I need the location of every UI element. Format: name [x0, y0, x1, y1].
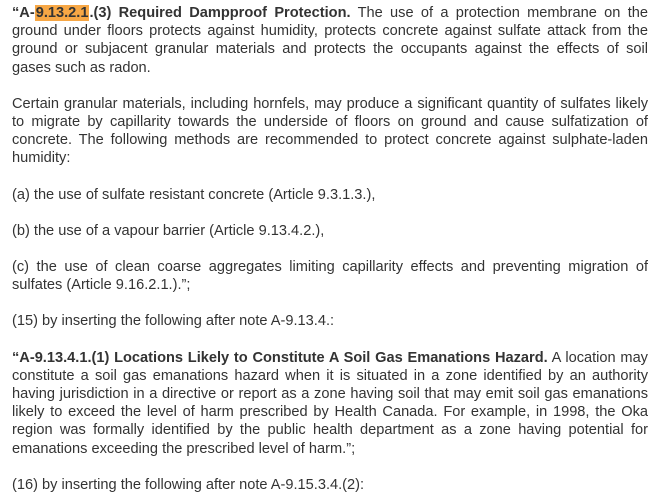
- paragraph-granular-materials: Certain granular materials, including hornfels, may produce a significant quantity of sulfates likely to migrate by capillarity towards the underside of floors on ground and cause sulfatization of concrete. The following methods are recommended to protect concrete against sulphate-laden humidity:: [12, 95, 648, 167]
- note-quote-prefix: “A-: [12, 5, 35, 21]
- note-body: The use of a protection membrane on the ground under floors protects against humidity, protects concrete against sulfate attack from the ground or subjacent granular materials and protects the occupants against the effects of soil gases such as radon.: [12, 5, 648, 76]
- paragraph-dampproof-protection: [12, 4, 648, 77]
- amendment-item-16: (16) by inserting the following after note A-9.15.3.4.(2):: [12, 476, 365, 493]
- note-heading-title: .(3) Required Dampproof Protection.: [89, 5, 351, 21]
- list-item-b: (b) the use of a vapour barrier (Article 9.13.4.2.),: [12, 222, 325, 239]
- note-body: A location may constitute a soil gas emanations hazard when it is situated in a zone identified by an authority having jurisdiction in a directive or report as a zone having soil that may emit soil gas emanations likely to exceed the level of harm prescribed by Health Canada. For example, in 1998, the Oka region was formally identified by the public health department as a zone having potential for emanations exceeding the prescribed level of harm.”;: [12, 349, 648, 457]
- paragraph-soil-gas-hazard: [12, 349, 648, 458]
- list-item-c: (c) the use of clean coarse aggregates limiting capillarity effects and preventing migration of sulfates (Article 9.16.2.1.).”;: [12, 259, 648, 294]
- amendment-item-15: (15) by inserting the following after note A-9.13.4.:: [12, 313, 335, 330]
- search-highlight: 9.13.2.1: [35, 5, 89, 21]
- note-heading: “A-9.13.4.1.(1) Locations Likely to Constitute A Soil Gas Emanations Hazard.: [12, 349, 548, 366]
- list-item-a: (a) the use of sulfate resistant concrete (Article 9.3.1.3.),: [12, 186, 376, 203]
- note-heading: [12, 5, 351, 21]
